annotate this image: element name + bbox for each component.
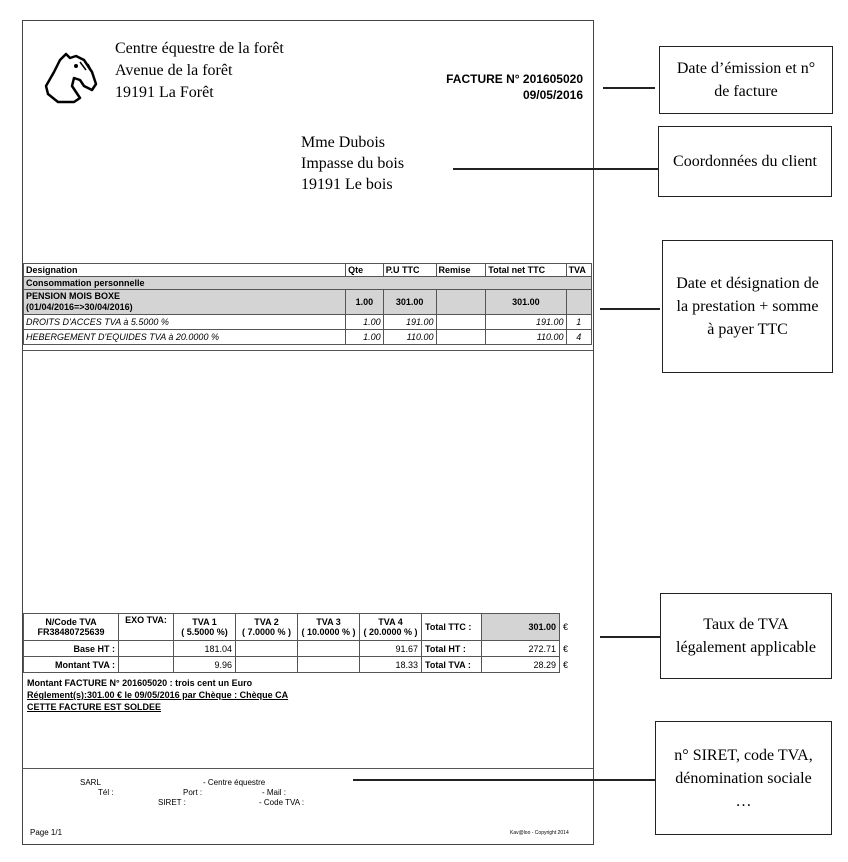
row-designation: HEBERGEMENT D'EQUIDES TVA à 20.0000 % <box>24 330 346 345</box>
total-ttc-label: Total TTC : <box>422 614 482 641</box>
totals-table <box>23 613 572 673</box>
callout-siret: n° SIRET, code TVA, dénomination sociale … <box>655 721 832 835</box>
tva2-rate: ( 7.0000 % ) <box>241 627 292 637</box>
header-tva: TVA <box>566 264 591 277</box>
base-ht-label: Base HT : <box>24 641 119 657</box>
items-table <box>23 263 592 345</box>
tva3-rate: ( 10.0000 % ) <box>301 627 356 637</box>
total-ht-label: Total HT : <box>422 641 482 657</box>
footer-code-tva: - Code TVA : <box>259 798 305 807</box>
main-item-designation <box>24 290 346 315</box>
tva4-label: TVA 4 <box>378 617 403 627</box>
tva1-label: TVA 1 <box>192 617 217 627</box>
main-item-total: 301.00 <box>486 290 566 315</box>
montant-tva1: 9.96 <box>174 657 236 673</box>
callout-line-2 <box>453 168 658 170</box>
base-exo <box>119 641 174 657</box>
main-item-remise <box>436 290 486 315</box>
callout-emission-date: Date d’émission et n° de facture <box>659 46 833 114</box>
code-tva-label: N/Code TVA <box>45 617 97 627</box>
footer-tel: Tél : <box>98 788 114 797</box>
footer-centre: - Centre équestre <box>203 778 266 787</box>
client-address: Impasse du bois <box>301 155 405 172</box>
main-item-label: PENSION MOIS BOXE <box>26 291 121 301</box>
table-row <box>24 330 592 345</box>
row-qte: 1.00 <box>346 330 384 345</box>
total-tva-value: 28.29 <box>482 657 560 673</box>
footer-sarl: SARL <box>80 778 101 787</box>
montant-tva-row <box>24 657 572 673</box>
tva2-header <box>236 614 298 641</box>
horse-logo-icon <box>40 50 100 106</box>
page-number: Page 1/1 <box>30 828 63 837</box>
header-total: Total net TTC <box>486 264 566 277</box>
row-pu: 110.00 <box>383 330 436 345</box>
base-tva1: 181.04 <box>174 641 236 657</box>
footer-mail: - Mail : <box>262 788 286 797</box>
callout-tva-rates: Taux de TVA légalement applicable <box>660 593 832 679</box>
currency-symbol: € <box>563 643 569 654</box>
tva1-header <box>174 614 236 641</box>
header-designation: Designation <box>24 264 346 277</box>
table-row <box>24 315 592 330</box>
header-qte: Qte <box>346 264 384 277</box>
row-tva: 1 <box>566 315 591 330</box>
totals-header-row <box>24 614 572 641</box>
row-remise <box>436 315 486 330</box>
montant-tva3 <box>298 657 360 673</box>
montant-tva-label: Montant TVA : <box>24 657 119 673</box>
section-row <box>24 277 592 290</box>
callout-line-5 <box>353 779 655 781</box>
row-total: 191.00 <box>486 315 566 330</box>
invoice-date: 09/05/2016 <box>522 88 583 102</box>
tva4-rate: ( 20.0000 % ) <box>363 627 418 637</box>
table-bottom-rule <box>22 350 593 351</box>
main-item-qte: 1.00 <box>346 290 384 315</box>
code-tva-cell <box>24 614 119 641</box>
base-tva3 <box>298 641 360 657</box>
header-remise: Remise <box>436 264 486 277</box>
section-label: Consommation personnelle <box>24 277 592 290</box>
code-tva-value: FR38480725639 <box>37 627 105 637</box>
total-ht-value: 272.71 <box>482 641 560 657</box>
copyright: Kav@loo - Copyright 2014 <box>510 830 569 836</box>
tva1-rate: ( 5.5000 %) <box>181 627 228 637</box>
base-tva4: 91.67 <box>360 641 422 657</box>
company-name: Centre équestre de la forêt <box>115 40 284 57</box>
invoice-title: FACTURE N° 201605020 <box>446 72 583 86</box>
row-remise <box>436 330 486 345</box>
currency-symbol: € <box>563 659 569 670</box>
header-pu: P.U TTC <box>383 264 436 277</box>
tva3-label: TVA 3 <box>316 617 341 627</box>
tva3-header <box>298 614 360 641</box>
main-item-pu: 301.00 <box>383 290 436 315</box>
row-tva: 4 <box>566 330 591 345</box>
callout-prestation: Date et désignation de la prestation + somme à payer TTC <box>662 240 833 373</box>
main-item-tva <box>566 290 591 315</box>
company-address: Avenue de la forêt <box>115 62 233 79</box>
company-city: 19191 La Forêt <box>115 84 214 101</box>
amount-in-words: Montant FACTURE N° 201605020 : trois cent un Euro <box>27 678 253 688</box>
currency-symbol: € <box>563 622 569 632</box>
footer-port: Port : <box>183 788 203 797</box>
client-city: 19191 Le bois <box>301 176 393 193</box>
client-name: Mme Dubois <box>301 134 385 151</box>
payment-info: Réglement(s):301.00 € le 09/05/2016 par Chèque : Chèque CA <box>27 690 289 700</box>
base-tva2 <box>236 641 298 657</box>
main-item-period: (01/04/2016=>30/04/2016) <box>26 302 133 312</box>
table-row <box>24 290 592 315</box>
callout-line-4 <box>600 636 660 638</box>
footer-rule <box>22 768 593 769</box>
callout-line-1 <box>603 87 655 89</box>
montant-tva4: 18.33 <box>360 657 422 673</box>
paid-status: CETTE FACTURE EST SOLDEE <box>27 702 162 712</box>
montant-exo <box>119 657 174 673</box>
base-ht-row <box>24 641 572 657</box>
callout-client-details: Coordonnées du client <box>658 126 832 197</box>
table-header-row <box>24 264 592 277</box>
row-total: 110.00 <box>486 330 566 345</box>
tva4-header <box>360 614 422 641</box>
footer-siret: SIRET : <box>158 798 186 807</box>
row-pu: 191.00 <box>383 315 436 330</box>
exo-tva: EXO TVA: <box>119 614 174 641</box>
total-tva-label: Total TVA : <box>422 657 482 673</box>
callout-line-3 <box>600 308 660 310</box>
montant-tva2 <box>236 657 298 673</box>
row-qte: 1.00 <box>346 315 384 330</box>
tva2-label: TVA 2 <box>254 617 279 627</box>
row-designation: DROITS D'ACCES TVA à 5.5000 % <box>24 315 346 330</box>
total-ttc-value: 301.00 <box>482 614 560 641</box>
